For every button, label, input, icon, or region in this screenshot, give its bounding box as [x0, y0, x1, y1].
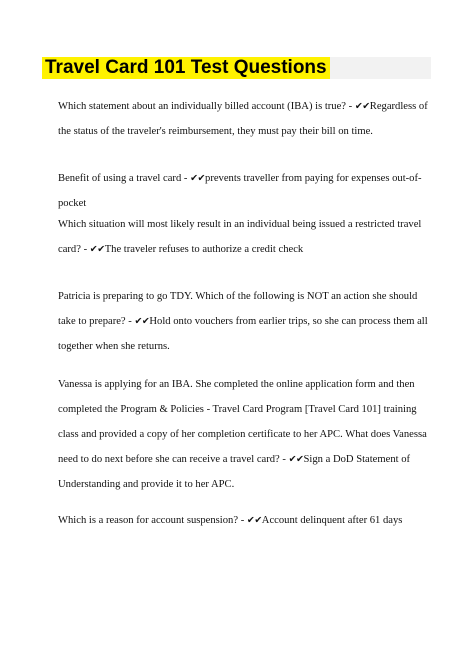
- question-text: Which situation will most likely result in an individual being issued a restricted travel card?: [58, 219, 422, 255]
- qa-item-6: [58, 508, 430, 533]
- check-mark-icon: ✔✔: [89, 244, 105, 255]
- answer-text: Account delinquent after 61 days: [261, 515, 403, 526]
- answer-text: Hold onto vouchers from earlier trips, so she can process them all together when she returns.: [58, 316, 428, 352]
- answer-text: Regardless of the status of the traveler's reimbursement, they must pay their bill on time.: [58, 101, 428, 137]
- qa-item-4: [58, 284, 430, 359]
- qa-item-5: [58, 372, 430, 497]
- question-text: Benefit of using a travel card: [58, 173, 182, 184]
- check-mark-icon: ✔✔: [190, 173, 206, 184]
- question-text: Which is a reason for account suspension?: [58, 515, 239, 526]
- separator: -: [238, 515, 247, 526]
- separator: -: [181, 173, 191, 184]
- title-bar: [42, 57, 431, 79]
- answer-text: prevents traveller from paying for expenses out-of-pocket: [58, 173, 422, 209]
- answer-text: The traveler refuses to authorize a credit check: [104, 244, 304, 255]
- question-text: Vanessa is applying for an IBA. She completed the online application form and then completed the Program & Policies - Travel Card Program [Travel Card 101] training class and provided a copy of her completion certificate to her APC. What does Vanessa need to do next before she can receive a travel card?: [58, 379, 427, 465]
- separator: -: [80, 244, 90, 255]
- separator: -: [279, 454, 289, 465]
- qa-item-2: [58, 166, 430, 216]
- separator: -: [346, 101, 355, 112]
- separator: -: [125, 316, 135, 327]
- check-mark-icon: ✔✔: [134, 316, 150, 327]
- question-text: Patricia is preparing to go TDY. Which of the following is NOT an action she should take to prepare?: [58, 291, 418, 327]
- answer-text: Sign a DoD Statement of Understanding and provide it to her APC.: [58, 454, 411, 490]
- question-text: Which statement about an individually billed account (IBA) is true?: [58, 101, 347, 112]
- check-mark-icon: ✔✔: [288, 454, 304, 465]
- qa-item-1: [58, 94, 430, 144]
- check-mark-icon: ✔✔: [354, 101, 370, 112]
- check-mark-icon: ✔✔: [246, 515, 262, 526]
- qa-item-3: [58, 212, 430, 262]
- document-title: Travel Card 101 Test Questions: [42, 57, 330, 79]
